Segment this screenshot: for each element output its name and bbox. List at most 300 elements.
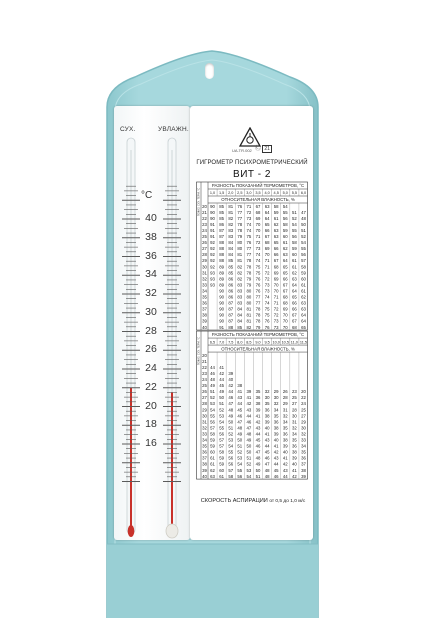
humidity-cell: 35 — [282, 425, 288, 431]
humidity-cell: 78 — [237, 227, 243, 233]
row-temperature: 40 — [202, 324, 207, 330]
humidity-cell: 85 — [219, 215, 225, 221]
humidity-cell: 32 — [264, 389, 270, 395]
humidity-cell: 58 — [210, 431, 215, 437]
humidity-cell: 65 — [301, 324, 306, 330]
humidity-cell: 40 — [228, 377, 234, 382]
diff-value: 4,5 — [273, 191, 279, 196]
humidity-cell: 38 — [301, 467, 306, 473]
humidity-cell: 78 — [246, 264, 252, 270]
humidity-cell: 40 — [291, 461, 297, 467]
humidity-cell: 30 — [291, 413, 297, 419]
unit-label: °C — [141, 190, 153, 201]
humidity-cell: 56 — [210, 419, 215, 425]
humidity-cell: 57 — [228, 467, 234, 473]
humidity-cell: 89 — [219, 270, 225, 276]
humidity-cell: 84 — [228, 246, 234, 252]
humidity-cell: 48 — [237, 425, 243, 431]
humidity-cell: 61 — [210, 461, 215, 467]
table2-rh-header: ОТНОСИТЕЛЬНАЯ ВЛАЖНОСТЬ, % — [221, 346, 295, 352]
humidity-cell: 53 — [210, 401, 215, 407]
humidity-cell: 54 — [246, 473, 252, 479]
humidity-cell: 44 — [282, 473, 288, 479]
humidity-cell: 71 — [273, 300, 279, 306]
humidity-cell: 59 — [210, 437, 215, 443]
humidity-cell: 48 — [264, 473, 270, 479]
humidity-cell: 90 — [210, 215, 215, 221]
humidity-cell: 30 — [273, 395, 279, 401]
humidity-cell: 45 — [219, 383, 225, 389]
humidity-cell: 72 — [246, 209, 252, 215]
humidity-cell: 45 — [237, 407, 243, 413]
humidity-cell: 41 — [255, 413, 261, 419]
humidity-cell: 69 — [255, 215, 261, 221]
row-temperature: 23 — [202, 221, 207, 227]
humidity-cell: 68 — [282, 300, 288, 306]
humidity-cell: 46 — [255, 443, 261, 449]
diff-value: 8,5 — [246, 340, 252, 345]
humidity-cell: 41 — [273, 443, 279, 449]
row-temperature: 24 — [202, 227, 207, 233]
humidity-cell: 76 — [255, 288, 261, 294]
humidity-cell: 78 — [237, 221, 243, 227]
humidity-cell: 44 — [255, 431, 261, 437]
humidity-cell: 90 — [219, 294, 225, 300]
humidity-cell: 92 — [210, 240, 215, 246]
humidity-cell: 32 — [291, 425, 297, 431]
humidity-cell: 77 — [255, 294, 261, 300]
humidity-cell: 43 — [264, 437, 270, 443]
humidity-cell: 89 — [219, 264, 225, 270]
diff-value: 9,5 — [264, 340, 270, 345]
humidity-cell: 35 — [273, 413, 279, 419]
row-temperature: 39 — [202, 467, 207, 473]
humidity-cell: 69 — [282, 306, 288, 312]
humidity-cell: 48 — [246, 431, 252, 437]
diff-value: 6,5 — [209, 340, 216, 345]
humidity-cell: 63 — [282, 252, 288, 258]
humidity-cell: 50 — [219, 395, 225, 401]
humidity-cell: 68 — [273, 264, 279, 270]
humidity-cell: 72 — [264, 276, 270, 282]
humidity-cell: 54 — [282, 203, 288, 209]
humidity-cell: 38 — [282, 437, 288, 443]
diff-value: 7,5 — [228, 340, 234, 345]
humidity-cell: 43 — [255, 425, 261, 431]
humidity-cell: 35 — [255, 389, 261, 395]
humidity-cell: 76 — [264, 324, 270, 330]
diff-value: 1,5 — [218, 191, 225, 196]
humidity-cell: 37 — [301, 461, 306, 467]
row-temperature: 28 — [202, 252, 207, 258]
humidity-cell: 82 — [237, 276, 243, 282]
humidity-cell: 81 — [246, 318, 252, 324]
humidity-cell: 50 — [255, 467, 261, 473]
humidity-cell: 23 — [291, 389, 297, 395]
humidity-cell: 61 — [291, 264, 297, 270]
humidity-cell: 90 — [219, 288, 225, 294]
humidity-cell: 68 — [255, 209, 261, 215]
humidity-cell: 74 — [246, 227, 252, 233]
humidity-cell: 42 — [228, 383, 234, 389]
humidity-cell: 61 — [219, 473, 225, 479]
humidity-cell: 51 — [301, 227, 306, 233]
humidity-cell: 51 — [210, 389, 215, 395]
humidity-cell: 78 — [255, 312, 261, 318]
humidity-cell: 84 — [237, 318, 243, 324]
humidity-cell: 52 — [228, 431, 234, 437]
humidity-cell: 77 — [237, 209, 243, 215]
humidity-cell: 29 — [301, 419, 306, 425]
humidity-cell: 57 — [219, 443, 225, 449]
humidity-cell: 72 — [264, 270, 270, 276]
humidity-cell: 87 — [228, 306, 234, 312]
humidity-cell: 48 — [210, 377, 215, 382]
humidity-cell: 67 — [282, 288, 288, 294]
humidity-cell: 67 — [282, 282, 288, 288]
diff-value: 11,5 — [299, 340, 308, 345]
humidity-cell: 44 — [237, 401, 243, 407]
humidity-cell: 52 — [246, 461, 252, 467]
humidity-cell: 60 — [219, 467, 225, 473]
humidity-cell: 50 — [246, 449, 252, 455]
humidity-cell: 48 — [301, 215, 306, 221]
humidity-cell: 38 — [291, 449, 297, 455]
humidity-cell: 70 — [282, 324, 288, 330]
diff-value: 3,0 — [246, 191, 252, 196]
humidity-cell: 70 — [273, 288, 279, 294]
row-temperature: 28 — [202, 401, 207, 407]
humidity-cell: 66 — [264, 227, 270, 233]
scale-label: 38 — [145, 230, 157, 243]
humidity-cell: 64 — [301, 312, 306, 318]
humidity-cell: 83 — [237, 288, 243, 294]
humidity-cell: 67 — [291, 318, 297, 324]
humidity-cell: 34 — [282, 419, 288, 425]
humidity-cell: 55 — [291, 227, 297, 233]
humidity-cell: 84 — [228, 252, 234, 258]
humidity-cell: 50 — [301, 221, 306, 227]
humidity-cell: 41 — [291, 467, 297, 473]
humidity-cell: 79 — [246, 276, 252, 282]
humidity-cell: 88 — [219, 252, 225, 258]
scale-label: 30 — [145, 305, 157, 318]
humidity-cell: 41 — [264, 431, 270, 437]
humidity-cell: 41 — [219, 364, 225, 370]
humidity-cell: 90 — [219, 312, 225, 318]
humidity-cell: 41 — [237, 389, 243, 395]
humidity-cell: 44 — [273, 461, 279, 467]
humidity-cell: 74 — [246, 221, 252, 227]
humidity-cell: 93 — [210, 270, 215, 276]
humidity-cell: 62 — [301, 294, 306, 300]
humidity-cell: 30 — [264, 395, 270, 401]
humidity-cell: 50 — [228, 419, 234, 425]
humidity-cell: 43 — [282, 467, 288, 473]
humidity-cell: 39 — [301, 473, 306, 479]
humidity-cell: 92 — [210, 264, 215, 270]
row-temperature: 30 — [202, 413, 207, 419]
humidity-cell: 83 — [237, 300, 243, 306]
humidity-cell: 81 — [246, 312, 252, 318]
table2-diff-header: РАЗНОСТЬ ПОКАЗАНИЙ ТЕРМОМЕТРОВ, °С — [211, 332, 305, 338]
model-name: ВИТ - 2 — [233, 169, 271, 180]
humidity-cell: 42 — [246, 401, 252, 407]
humidity-cell: 45 — [255, 437, 261, 443]
humidity-cell: 31 — [291, 419, 297, 425]
diff-value: 8,0 — [237, 340, 243, 345]
humidity-cell: 61 — [291, 258, 297, 264]
humidity-cell: 36 — [301, 455, 306, 461]
humidity-cell: 54 — [219, 419, 225, 425]
humidity-cell: 91 — [219, 324, 225, 330]
humidity-cell: 35 — [264, 401, 270, 407]
humidity-cell: 47 — [246, 425, 252, 431]
humidity-cell: 43 — [237, 395, 243, 401]
humidity-cell: 87 — [228, 312, 234, 318]
humidity-cell: 28 — [291, 407, 297, 413]
humidity-cell: 36 — [282, 431, 288, 437]
humidity-cell: 89 — [219, 282, 225, 288]
aspiration-range: от 0,5 до 1,0 м/с — [269, 499, 306, 504]
humidity-cell: 76 — [246, 240, 252, 246]
row-temperature: 25 — [202, 383, 207, 389]
row-temperature: 39 — [202, 318, 207, 324]
humidity-cell: 27 — [301, 413, 306, 419]
humidity-cell: 62 — [291, 270, 297, 276]
humidity-cell: 50 — [237, 437, 243, 443]
humidity-cell: 60 — [282, 234, 288, 239]
humidity-cell: 52 — [210, 395, 215, 401]
humidity-cell: 62 — [282, 246, 288, 252]
humidity-cell: 64 — [301, 318, 306, 324]
humidity-cell: 47 — [264, 461, 270, 467]
humidity-cell: 87 — [219, 234, 225, 239]
row-temperature: 22 — [202, 364, 207, 370]
humidity-cell: 75 — [255, 270, 261, 276]
certification-number: 21 — [264, 146, 270, 152]
row-temperature: 20 — [202, 352, 207, 358]
humidity-cell: 64 — [291, 288, 297, 294]
humidity-cell: 89 — [219, 276, 225, 282]
humidity-cell: 39 — [246, 389, 252, 395]
row-temperature: 38 — [202, 461, 207, 467]
humidity-cell: 40 — [282, 449, 288, 455]
humidity-cell: 51 — [255, 473, 261, 479]
humidity-cell: 49 — [237, 431, 243, 437]
humidity-cell: 76 — [264, 318, 270, 324]
humidity-cell: 62 — [210, 467, 215, 473]
humidity-cell: 49 — [246, 437, 252, 443]
humidity-cell: 41 — [282, 455, 288, 461]
humidity-cell: 59 — [210, 443, 215, 449]
humidity-cell: 68 — [264, 240, 270, 246]
humidity-cell: 58 — [273, 203, 279, 209]
humidity-cell: 80 — [237, 246, 243, 252]
humidity-cell: 87 — [219, 227, 225, 233]
humidity-cell: 54 — [210, 407, 215, 413]
humidity-cell: 45 — [264, 449, 270, 455]
humidity-cell: 88 — [219, 258, 225, 264]
humidity-cell: 57 — [301, 258, 306, 264]
humidity-cell: 83 — [237, 282, 243, 288]
humidity-cell: 91 — [210, 234, 215, 239]
humidity-cell: 69 — [264, 246, 270, 252]
humidity-cell: 54 — [237, 461, 243, 467]
humidity-cell: 46 — [237, 413, 243, 419]
humidity-cell: 70 — [282, 318, 288, 324]
humidity-cell: 88 — [219, 246, 225, 252]
humidity-cell: 24 — [301, 401, 306, 407]
humidity-cell: 27 — [291, 401, 297, 407]
humidity-cell: 70 — [264, 252, 270, 258]
humidity-cell: 46 — [228, 395, 234, 401]
row-temperature: 36 — [202, 449, 207, 455]
humidity-table — [196, 180, 308, 485]
row-temperature: 34 — [202, 288, 207, 294]
humidity-cell: 41 — [246, 395, 252, 401]
humidity-cell: 38 — [264, 413, 270, 419]
humidity-cell: 64 — [264, 209, 270, 215]
humidity-cell: 90 — [210, 203, 215, 209]
humidity-cell: 55 — [237, 467, 243, 473]
humidity-cell: 74 — [264, 300, 270, 306]
humidity-cell: 39 — [228, 370, 234, 376]
row-temperature: 24 — [202, 377, 207, 382]
row-temperature: 34 — [202, 437, 207, 443]
table2-side-label: ПОКАЗ. СУХ. ТЕРМ. °С — [197, 336, 201, 366]
humidity-cell: 38 — [273, 425, 279, 431]
humidity-cell: 82 — [228, 215, 234, 221]
humidity-cell: 60 — [301, 276, 306, 282]
humidity-cell: 42 — [282, 461, 288, 467]
row-temperature: 27 — [202, 246, 207, 252]
row-temperature: 36 — [202, 300, 207, 306]
humidity-cell: 66 — [291, 300, 297, 306]
humidity-cell: 51 — [219, 401, 225, 407]
humidity-cell: 74 — [264, 294, 270, 300]
humidity-cell: 70 — [282, 312, 288, 318]
humidity-cell: 82 — [237, 270, 243, 276]
humidity-cell: 47 — [255, 449, 261, 455]
row-temperature: 20 — [202, 203, 207, 209]
humidity-cell: 76 — [255, 276, 261, 282]
humidity-cell: 63 — [301, 300, 306, 306]
humidity-cell: 36 — [264, 407, 270, 413]
humidity-cell: 54 — [228, 443, 234, 449]
hanging-hole — [205, 63, 214, 79]
humidity-cell: 91 — [210, 221, 215, 227]
humidity-cell: 92 — [210, 246, 215, 252]
humidity-cell: 78 — [255, 318, 261, 324]
humidity-cell: 68 — [291, 324, 297, 330]
scale-label: 22 — [145, 380, 157, 393]
humidity-cell: 47 — [228, 401, 234, 407]
humidity-cell: 85 — [228, 270, 234, 276]
diff-value: 2,5 — [237, 191, 243, 196]
humidity-cell: 74 — [255, 258, 261, 264]
humidity-cell: 34 — [301, 443, 306, 449]
row-temperature: 38 — [202, 312, 207, 318]
humidity-cell: 33 — [301, 437, 306, 443]
humidity-cell: 71 — [255, 234, 261, 239]
humidity-cell: 42 — [273, 449, 279, 455]
humidity-cell: 53 — [246, 467, 252, 473]
humidity-cell: 75 — [264, 306, 270, 312]
humidity-cell: 86 — [228, 288, 234, 294]
aspiration-label: СКОРОСТЬ АСПИРАЦИИ — [200, 498, 268, 504]
humidity-cell: 35 — [301, 449, 306, 455]
humidity-cell: 73 — [246, 215, 252, 221]
humidity-cell: 59 — [282, 227, 288, 233]
humidity-cell: 43 — [246, 407, 252, 413]
scale-label: 18 — [145, 418, 157, 431]
row-temperature: 31 — [202, 419, 207, 425]
humidity-cell: 43 — [273, 455, 279, 461]
humidity-cell: 46 — [264, 455, 270, 461]
certification-mark: Ⓒ 21 — [255, 146, 270, 152]
humidity-cell: 65 — [282, 270, 288, 276]
humidity-cell: 90 — [219, 318, 225, 324]
humidity-cell: 50 — [246, 443, 252, 449]
humidity-cell: 86 — [219, 221, 225, 227]
humidity-cell: 61 — [301, 288, 306, 294]
humidity-cell: 49 — [219, 389, 225, 395]
humidity-cell: 85 — [237, 324, 243, 330]
humidity-cell: 81 — [237, 258, 243, 264]
humidity-cell: 29 — [273, 389, 279, 395]
humidity-cell: 44 — [228, 389, 234, 395]
humidity-cell: 44 — [264, 443, 270, 449]
row-temperature: 35 — [202, 443, 207, 449]
humidity-cell: 73 — [255, 246, 261, 252]
humidity-cell: 84 — [228, 240, 234, 246]
humidity-cell: 66 — [282, 276, 288, 282]
humidity-cell: 34 — [291, 431, 297, 437]
humidity-cell: 85 — [219, 203, 225, 209]
humidity-cell: 78 — [255, 306, 261, 312]
humidity-cell: 46 — [246, 419, 252, 425]
humidity-cell: 57 — [219, 437, 225, 443]
humidity-cell: 83 — [237, 294, 243, 300]
humidity-cell: 64 — [264, 215, 270, 221]
row-temperature: 33 — [202, 282, 207, 288]
humidity-cell: 73 — [264, 288, 270, 294]
humidity-cell: 59 — [219, 461, 225, 467]
humidity-cell: 79 — [246, 282, 252, 288]
row-temperature: 26 — [202, 240, 207, 246]
row-temperature: 40 — [202, 473, 207, 479]
humidity-cell: 55 — [301, 246, 306, 252]
humidity-cell: 59 — [219, 455, 225, 461]
humidity-cell: 59 — [273, 209, 279, 215]
humidity-cell: 25 — [301, 407, 306, 413]
row-temperature: 32 — [202, 425, 207, 431]
diff-value: 10,5 — [281, 340, 289, 345]
humidity-cell: 56 — [219, 431, 225, 437]
humidity-cell: 62 — [273, 221, 279, 227]
diff-value: 2,0 — [228, 191, 234, 196]
humidity-cell: 86 — [228, 282, 234, 288]
humidity-cell: 56 — [291, 234, 297, 239]
humidity-cell: 31 — [282, 407, 288, 413]
humidity-cell: 82 — [228, 221, 234, 227]
humidity-cell: 77 — [255, 300, 261, 306]
humidity-cell: 36 — [273, 419, 279, 425]
humidity-cell: 26 — [282, 389, 288, 395]
humidity-cell: 72 — [273, 312, 279, 318]
humidity-cell: 75 — [246, 234, 252, 239]
